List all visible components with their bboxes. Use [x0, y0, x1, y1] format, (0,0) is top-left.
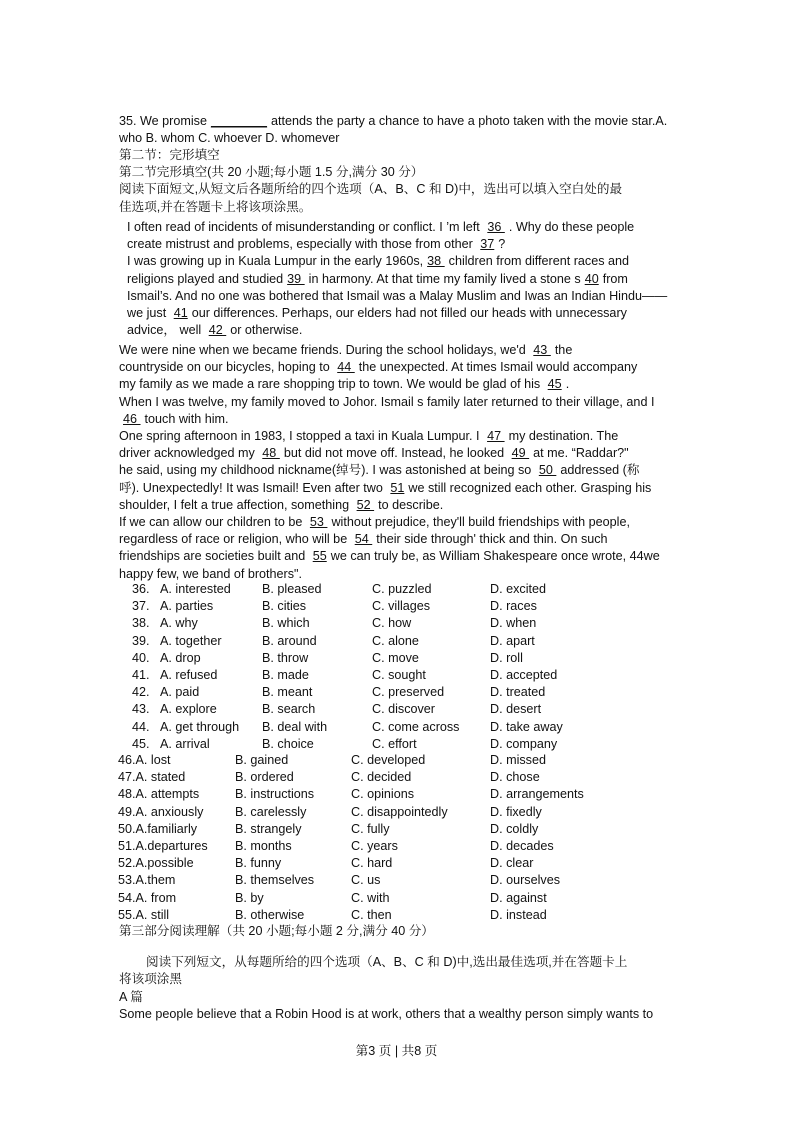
- section3-instruction-2: 将该项涂黑: [119, 972, 182, 987]
- option: 51.A.departures: [118, 838, 208, 853]
- blank: 40: [584, 271, 599, 286]
- option-row: [118, 907, 698, 924]
- option-row: [119, 684, 699, 701]
- page-footer: 第3 页 | 共8 页: [355, 1044, 438, 1058]
- option: 54.A. from: [118, 890, 177, 905]
- cloze-passage-intro: [119, 219, 707, 339]
- question-number: 40.: [132, 650, 150, 665]
- option-row: [118, 890, 698, 907]
- option: C. with: [351, 890, 390, 905]
- text: ?: [498, 237, 506, 252]
- option: D. clear: [490, 856, 534, 871]
- question-number: 37.: [132, 599, 150, 614]
- text: religions played and studied: [127, 271, 284, 286]
- option: A. drop: [160, 650, 201, 665]
- option: C. decided: [351, 770, 412, 785]
- text-line: [119, 480, 699, 497]
- option: B. made: [262, 667, 309, 682]
- option: 48.A. attempts: [118, 787, 200, 802]
- option-row: [119, 701, 699, 718]
- blank: 47: [487, 429, 505, 444]
- blank: 43: [533, 343, 551, 357]
- blank: 39: [287, 271, 305, 286]
- blank: 50: [538, 463, 557, 478]
- text: create mistrust and problems, especially with those from other: [127, 237, 477, 252]
- blank: 44: [337, 360, 355, 375]
- blank: 51: [390, 480, 405, 495]
- option: B. around: [262, 633, 317, 648]
- option: A. arrival: [160, 736, 210, 751]
- option: B. throw: [262, 650, 309, 665]
- question-35: [119, 113, 699, 147]
- option: C. move: [372, 650, 419, 665]
- text-line: [119, 394, 699, 411]
- text: We were nine when we became friends. During the school holidays, we'd: [119, 343, 530, 357]
- option: A. why: [160, 616, 198, 631]
- blank: ________: [210, 114, 268, 128]
- option: A. get through: [160, 719, 240, 734]
- text: in harmony. At that time my family lived a stone s: [308, 271, 581, 286]
- options-46-55: [118, 752, 698, 924]
- blank: 53: [309, 515, 328, 530]
- blank: 38: [427, 254, 445, 269]
- option: A. interested: [160, 582, 231, 596]
- option: C. us: [351, 873, 381, 888]
- question-number: 36.: [132, 582, 150, 596]
- option-row: [119, 581, 699, 598]
- text: our differences. Perhaps, our elders had not filled our heads with unnecessary: [191, 306, 627, 321]
- option: B. funny: [235, 856, 282, 871]
- text: touch with him.: [144, 411, 229, 426]
- text: regardless of race or religion, who will be: [119, 532, 351, 547]
- text: driver acknowledged my: [119, 446, 259, 461]
- option: 46.A. lost: [118, 753, 171, 767]
- section2-subheading: 第二节完形填空(共 20 小题;每小题 1.5 分,满分 30 分）: [119, 165, 424, 180]
- option: D. fixedly: [490, 804, 542, 819]
- option: D. arrangements: [490, 787, 584, 802]
- section2-instruction-2: 佳选项,并在答题卡上将该项涂黑。: [119, 199, 312, 214]
- question-number: 43.: [132, 702, 150, 717]
- text-line: [119, 376, 699, 393]
- option: C. puzzled: [372, 582, 432, 596]
- option: B. gained: [235, 753, 289, 767]
- option: B. meant: [262, 685, 313, 700]
- text: we just: [127, 306, 170, 321]
- option: 50.A.familiarly: [118, 821, 198, 836]
- option: C. developed: [351, 753, 426, 767]
- text-line: [119, 462, 699, 479]
- option: B. by: [235, 890, 264, 905]
- text-line: [127, 322, 707, 339]
- text: from: [602, 271, 628, 286]
- option: 49.A. anxiously: [118, 804, 204, 819]
- blank: 55: [312, 549, 327, 564]
- text-line: [119, 113, 699, 130]
- option: B. cities: [262, 599, 307, 614]
- text: 35. We promise: [119, 114, 207, 128]
- text-line: [119, 497, 699, 514]
- option-row: [119, 719, 699, 736]
- text: the unexpected. At times Ismail would accompany: [358, 360, 638, 375]
- option: 47.A. stated: [118, 770, 186, 785]
- question-number: 42.: [132, 685, 150, 700]
- option-row: [118, 769, 698, 786]
- option: B. choice: [262, 736, 314, 751]
- blank: 46: [123, 411, 141, 426]
- option-row: [119, 633, 699, 650]
- question-number: 39.: [132, 633, 150, 648]
- option-row: [119, 736, 699, 753]
- option: C. villages: [372, 599, 431, 614]
- text-line: [127, 236, 707, 253]
- option: B. months: [235, 838, 292, 853]
- text-line: [119, 445, 699, 462]
- option-row: [118, 752, 698, 769]
- text-line: [127, 219, 707, 236]
- option: A. together: [160, 633, 222, 648]
- text: we still recognized each other. Grasping his: [408, 480, 652, 495]
- option: C. come across: [372, 719, 460, 734]
- option: B. themselves: [235, 873, 315, 888]
- text: who B. whom C. whoever D. whomever: [119, 131, 340, 146]
- option: A. parties: [160, 599, 214, 614]
- text: but did not move off. Instead, he looked: [283, 446, 508, 461]
- text: their side through' thick and thin. On such: [376, 532, 608, 547]
- text: at me. “Raddar?": [533, 446, 629, 461]
- text: addressed (称: [560, 463, 640, 478]
- question-number: 38.: [132, 616, 150, 631]
- option: C. preserved: [372, 685, 445, 700]
- text: I often read of incidents of misunderstanding or conflict. I ’m left: [127, 220, 484, 234]
- text-line: [119, 531, 699, 548]
- cloze-passage: [119, 342, 699, 583]
- text-line: [119, 411, 699, 428]
- passage-a-label: A 篇: [119, 989, 143, 1004]
- option: D. accepted: [490, 667, 558, 682]
- section3-instruction-1: 阅读下列短文，从每题所给的四个选项（A、B、C 和 D)中,选出最佳选项,并在答题卡上: [146, 955, 628, 970]
- option: D. treated: [490, 685, 546, 700]
- text: children from different races and: [448, 254, 630, 269]
- text: attends the party a chance to have a photo taken with the movie star.A.: [271, 114, 668, 128]
- text: 呼). Unexpectedly! It was Ismail! Even after two: [119, 480, 387, 495]
- option: D. take away: [490, 719, 563, 734]
- text: One spring afternoon in 1983, I stopped a taxi in Kuala Lumpur. I: [119, 429, 484, 444]
- option: C. opinions: [351, 787, 415, 802]
- blank: 36: [487, 220, 505, 234]
- option: C. alone: [372, 633, 419, 648]
- option: C. disappointedly: [351, 804, 448, 819]
- option: 53.A.them: [118, 873, 176, 888]
- option-row: [119, 598, 699, 615]
- option: D. excited: [490, 582, 546, 596]
- option: C. effort: [372, 736, 417, 751]
- option: B. instructions: [235, 787, 315, 802]
- option: A. refused: [160, 667, 218, 682]
- text: happy few, we band of brothers".: [119, 566, 302, 581]
- section3-heading: 第三部分阅读理解（共 20 小题;每小题 2 分,满分 40 分）: [119, 924, 434, 938]
- text: to describe.: [378, 497, 444, 512]
- options-36-45: [119, 581, 699, 753]
- option: D. company: [490, 736, 558, 751]
- text: Ismail’s. And no one was bothered that Ismail was a Malay Muslim and Iwas an Indian Hindu——: [127, 288, 668, 303]
- option: 55.A. still: [118, 907, 170, 922]
- option: D. ourselves: [490, 873, 560, 888]
- option: D. roll: [490, 650, 523, 665]
- blank: 41: [173, 306, 188, 321]
- blank: 48: [262, 446, 280, 461]
- section2-heading: 第二节：完形填空: [119, 148, 220, 162]
- text: he said, using my childhood nickname(绰号). I was astonished at being so: [119, 463, 535, 478]
- option: D. missed: [490, 753, 546, 767]
- blank: 52: [356, 497, 375, 512]
- option: D. races: [490, 599, 537, 614]
- option: D. decades: [490, 838, 554, 853]
- text: my destination. The: [508, 429, 619, 444]
- option: D. instead: [490, 907, 547, 922]
- text-line: [127, 288, 707, 305]
- option: C. sought: [372, 667, 426, 682]
- option: A. explore: [160, 702, 217, 717]
- text: When I was twelve, my family moved to Johor. Ismail s family later returned to their village, and I: [119, 394, 655, 409]
- option-row: [119, 667, 699, 684]
- option: C. then: [351, 907, 392, 922]
- passage-a-first-line: Some people believe that a Robin Hood is at work, others that a wealthy person simply wants to: [119, 1006, 654, 1021]
- option: D. apart: [490, 633, 535, 648]
- option: B. deal with: [262, 719, 328, 734]
- option: 52.A.possible: [118, 856, 194, 871]
- text: we can truly be, as William Shakespeare once wrote, 44we: [330, 549, 660, 564]
- text: . Why do these people: [508, 220, 635, 234]
- text-line: [119, 548, 699, 565]
- text: or otherwise.: [230, 323, 303, 338]
- question-number: 41.: [132, 667, 150, 682]
- blank: 49: [511, 446, 530, 461]
- option-row: [118, 786, 698, 803]
- blank: 37: [480, 237, 495, 252]
- option-row: [119, 615, 699, 632]
- option: C. discover: [372, 702, 435, 717]
- option: B. pleased: [262, 582, 322, 596]
- option: D. desert: [490, 702, 542, 717]
- section2-header: [119, 147, 699, 216]
- option: B. strangely: [235, 821, 302, 836]
- option: C. hard: [351, 856, 393, 871]
- option: D. against: [490, 890, 547, 905]
- question-number: 45.: [132, 736, 150, 751]
- option: D. chose: [490, 770, 540, 785]
- text: without prejudice, they'll build friendships with people,: [331, 515, 630, 530]
- option: D. when: [490, 616, 537, 631]
- option: C. fully: [351, 821, 390, 836]
- option: B. search: [262, 702, 316, 717]
- option-row: [118, 821, 698, 838]
- option: B. carelessly: [235, 804, 307, 819]
- text: .: [565, 377, 570, 392]
- option: D. coldly: [490, 821, 539, 836]
- option-row: [118, 838, 698, 855]
- text-line: [119, 514, 699, 531]
- text: friendships are societies built and: [119, 549, 309, 564]
- option: B. which: [262, 616, 310, 631]
- text-line: [127, 253, 707, 270]
- text: shoulder, I felt a true affection, something: [119, 497, 353, 512]
- text: the: [554, 343, 573, 357]
- blank: 45: [547, 377, 562, 392]
- option-row: [118, 855, 698, 872]
- text: If we can allow our children to be: [119, 515, 306, 530]
- text-line: [119, 359, 699, 376]
- text-line: [119, 130, 699, 147]
- blank: 54: [354, 532, 373, 547]
- option: C. years: [351, 838, 398, 853]
- option: C. how: [372, 616, 412, 631]
- text-line: [127, 271, 707, 288]
- option: A. paid: [160, 685, 200, 700]
- option: B. otherwise: [235, 907, 305, 922]
- text-line: [119, 342, 699, 359]
- text: I was growing up in Kuala Lumpur in the early 1960s,: [127, 254, 424, 269]
- text: advice， well: [127, 323, 205, 338]
- text-line: [127, 305, 707, 322]
- section3: [119, 923, 699, 1023]
- text: my family as we made a rare shopping trip to town. We would be glad of his: [119, 377, 544, 392]
- text-line: [119, 428, 699, 445]
- blank: 42: [208, 323, 227, 338]
- option-row: [118, 804, 698, 821]
- option: B. ordered: [235, 770, 294, 785]
- section2-instruction-1: 阅读下面短文,从短文后各题所给的四个选项（A、B、C 和 D)中，选出可以填入空白处的最: [119, 182, 623, 197]
- question-number: 44.: [132, 719, 150, 734]
- option-row: [119, 650, 699, 667]
- option-row: [118, 872, 698, 889]
- text: countryside on our bicycles, hoping to: [119, 360, 334, 375]
